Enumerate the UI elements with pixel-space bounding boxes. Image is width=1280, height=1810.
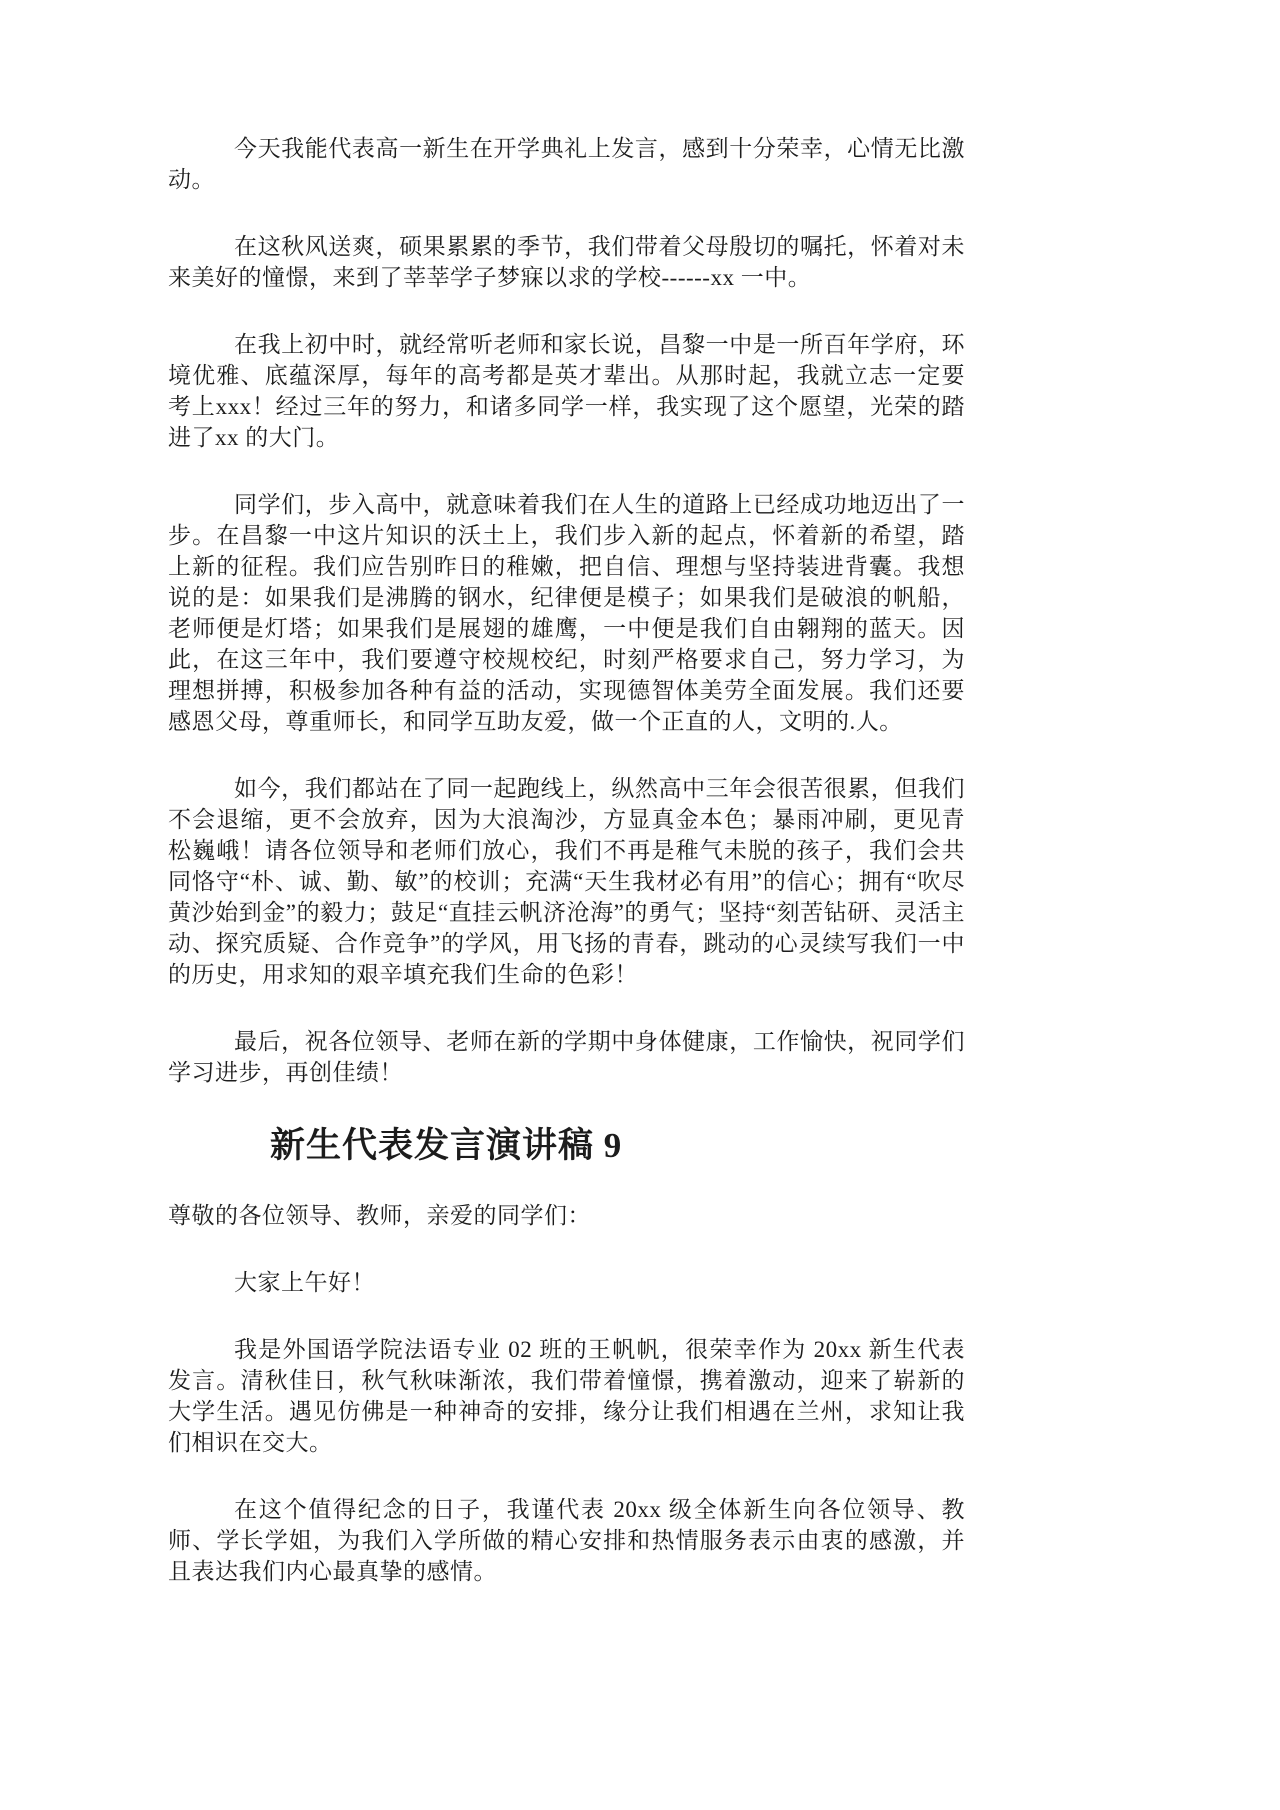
section-heading: 新生代表发言演讲稿 9	[270, 1126, 623, 1165]
paragraph: 最后，祝各位领导、老师在新的学期中身体健康，工作愉快，祝同学们学习进步，再创佳绩！	[168, 1029, 965, 1085]
paragraph: 今天我能代表高一新生在开学典礼上发言，感到十分荣幸，心情无比激动。	[168, 136, 965, 192]
paragraph: 尊敬的各位领导、教师，亲爱的同学们：	[168, 1203, 591, 1228]
paragraph: 在我上初中时，就经常听老师和家长说，昌黎一中是一所百年学府，环境优雅、底蕴深厚，每年的高考都是英才辈出。从那时起，我就立志一定要考上xxx！经过三年的努力，和诸多同学一样，我实现了这个愿望，光荣的踏进了xx 的大门。	[168, 332, 965, 450]
paragraph: 在这个值得纪念的日子，我谨代表 20xx 级全体新生向各位领导、教师、学长学姐，为我们入学所做的精心安排和热情服务表示由衷的感激，并且表达我们内心最真挚的感情。	[168, 1497, 965, 1584]
paragraph: 同学们，步入高中，就意味着我们在人生的道路上已经成功地迈出了一步。在昌黎一中这片知识的沃土上，我们步入新的起点，怀着新的希望，踏上新的征程。我们应告别昨日的稚嫩，把自信、理想与坚持装进背囊。我想说的是：如果我们是沸腾的钢水，纪律便是模子；如果我们是破浪的帆船，老师便是灯塔；如果我们是展翅的雄鹰，一中便是我们自由翱翔的蓝天。因此，在这三年中，我们要遵守校规校纪，时刻严格要求自己，努力学习，为理想拼搏，积极参加各种有益的活动，实现德智体美劳全面发展。我们还要感恩父母，尊重师长，和同学互助友爱，做一个正直的人，文明的.人。	[168, 492, 965, 734]
paragraph: 大家上午好！	[234, 1270, 375, 1295]
paragraph: 我是外国语学院法语专业 02 班的王帆帆，很荣幸作为 20xx 新生代表发言。清秋佳日，秋气秋味渐浓，我们带着憧憬，携着激动，迎来了崭新的大学生活。遇见仿佛是一种神奇的安排，缘分让我们相遇在兰州，求知让我们相识在交大。	[168, 1337, 965, 1455]
paragraph: 在这秋风送爽，硕果累累的季节，我们带着父母殷切的嘱托，怀着对未来美好的憧憬，来到了莘莘学子梦寐以求的学校------xx 一中。	[168, 234, 965, 290]
paragraph: 如今，我们都站在了同一起跑线上，纵然高中三年会很苦很累，但我们不会退缩，更不会放弃，因为大浪淘沙，方显真金本色；暴雨冲刷，更见青松巍峨！请各位领导和老师们放心，我们不再是稚气未脱的孩子，我们会共同恪守“朴、诚、勤、敏”的校训；充满“天生我材必有用”的信心；拥有“吹尽黄沙始到金”的毅力；鼓足“直挂云帆济沧海”的勇气；坚持“刻苦钻研、灵活主动、探究质疑、合作竞争”的学风，用飞扬的青春，跳动的心灵续写我们一中的历史，用求知的艰辛填充我们生命的色彩！	[168, 776, 965, 987]
